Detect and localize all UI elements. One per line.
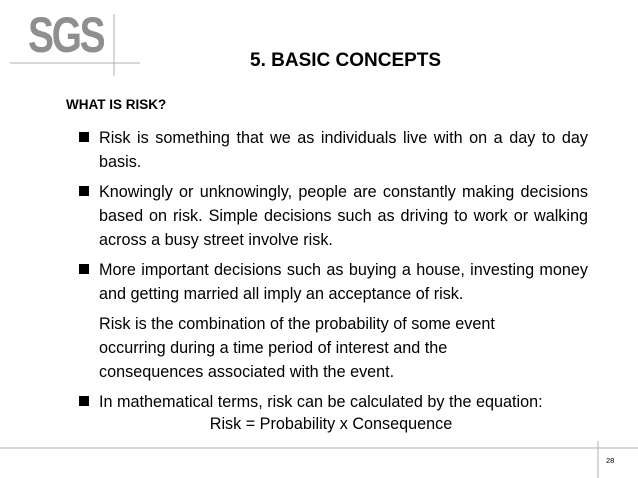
slide-title: 5. BASIC CONCEPTS xyxy=(250,50,442,71)
logo-text: SGS xyxy=(28,7,104,63)
slide-subtitle: WHAT IS RISK? xyxy=(66,97,167,112)
bullet-text: More important decisions such as buying a house, investing money and getting married all imply an acceptance of risk. xyxy=(99,261,588,303)
definition-paragraph: Risk is the combination of the probability of some event occurring during a time period of interest and the consequences associated with the event. xyxy=(99,315,495,381)
bullet-text: In mathematical terms, risk can be calculated by the equation: xyxy=(99,393,543,411)
page-number: 28 xyxy=(606,456,615,465)
risk-equation: Risk = Probability x Consequence xyxy=(209,415,453,433)
bullet-text: Risk is something that we as individuals live with on a day to day basis. xyxy=(99,129,588,171)
bullet-text: Knowingly or unknowingly, people are constantly making decisions based on risk. Simple decisions such as driving to work or walking across a busy street involve risk. xyxy=(99,183,588,249)
